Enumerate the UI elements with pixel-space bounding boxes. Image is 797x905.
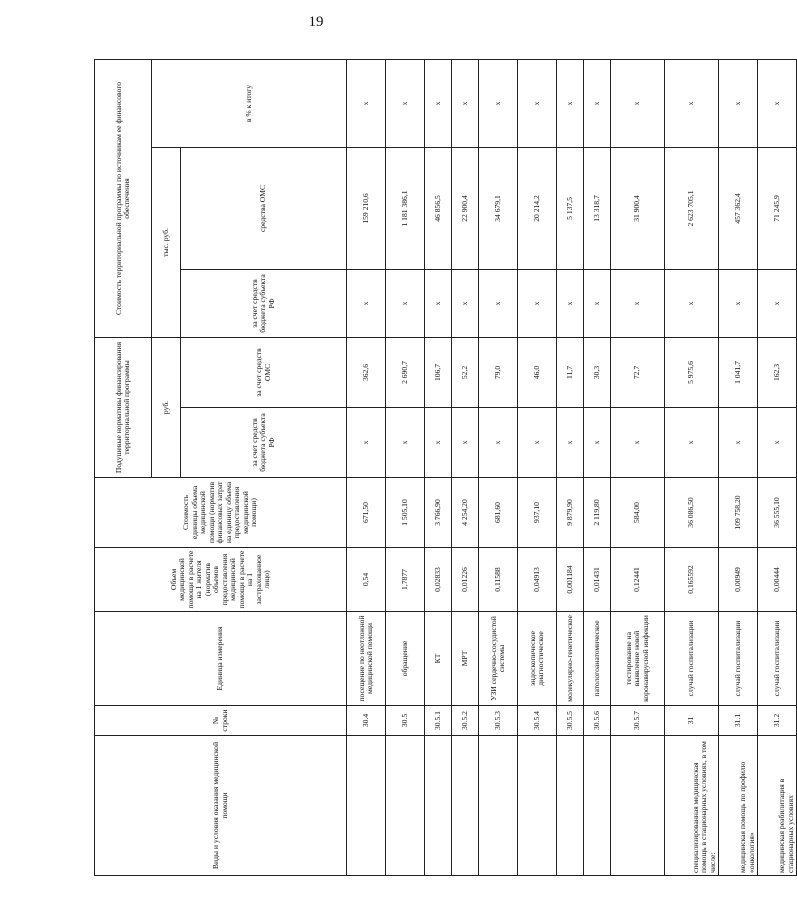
cell-norm-budget: х [479, 408, 518, 478]
cell-cost-oms: 34 679,1 [479, 147, 518, 269]
cell-norm-budget: х [452, 408, 479, 478]
cell-cost-budget: х [584, 269, 611, 337]
cell-volume: 0,04913 [518, 548, 557, 612]
cell-percent: х [347, 59, 386, 147]
cell-unit: УЗИ сердечно-сосудистой системы [479, 612, 518, 706]
cell-cost-oms: 5 137,5 [557, 147, 584, 269]
table-row [557, 59, 584, 875]
cell-norm-budget: х [611, 408, 665, 478]
cell-norm-budget: х [719, 408, 758, 478]
cell-cost-budget: х [518, 269, 557, 337]
cell-unit: молекулярно-генетическое [557, 612, 584, 706]
table-row [518, 59, 557, 875]
cell-no: 30.5 [386, 706, 425, 736]
cell-norm-oms: 30,3 [584, 337, 611, 407]
cell-type [611, 736, 665, 876]
page-number: 19 [308, 14, 324, 30]
header-program-cost: Стоимость территориальной программы по источникам ее финансового обеспечения [95, 59, 152, 337]
cell-percent: х [425, 59, 452, 147]
cell-type: специализированная медицинская помощь в стационарных условиях, в том числе: [665, 736, 719, 876]
table-row [719, 59, 758, 875]
table-row [479, 59, 518, 875]
cell-no: 30.5.4 [518, 706, 557, 736]
cell-norm-oms: 162,3 [758, 337, 797, 407]
cell-volume: 0,12441 [611, 548, 665, 612]
cell-percent: х [611, 59, 665, 147]
cell-no: 31.1 [719, 706, 758, 736]
cell-cost-budget: х [425, 269, 452, 337]
cell-cost: 2 119,80 [584, 478, 611, 548]
cell-type [347, 736, 386, 876]
cell-norm-budget: х [425, 408, 452, 478]
cell-cost-oms: 1 181 386,1 [386, 147, 425, 269]
cell-norm-oms: 11,7 [557, 337, 584, 407]
cell-cost: 937,10 [518, 478, 557, 548]
cell-cost-budget: х [347, 269, 386, 337]
cell-cost-oms: 71 245,9 [758, 147, 797, 269]
cell-cost-budget: х [386, 269, 425, 337]
header-cost: Стоимость единицы объема медицинской помощи (норматив финансовых затрат на единицу объема предоставления медицинской помощи) [95, 478, 347, 548]
cell-norm-budget: х [557, 408, 584, 478]
cell-volume: 1,7877 [386, 548, 425, 612]
cell-cost-oms: 457 362,4 [719, 147, 758, 269]
cell-norm-oms: 1 041,7 [719, 337, 758, 407]
cell-cost-oms: 2 623 705,1 [665, 147, 719, 269]
cell-type: медицинская реабилитация в стационарных условиях [758, 736, 797, 876]
cell-norm-oms: 362,6 [347, 337, 386, 407]
cell-cost: 671,50 [347, 478, 386, 548]
cell-cost-oms: 46 856,5 [425, 147, 452, 269]
header-volume: Объем медицинской помощи в расчете на 1 жителя (норматив объемов предоставления медицинской помощи в расчете на 1 застрахованное лицо) [95, 548, 347, 612]
cell-cost-budget: х [758, 269, 797, 337]
cell-cost-budget: х [452, 269, 479, 337]
header-norm-budget: за счет средств бюджета субъекта РФ [181, 408, 347, 478]
cell-cost: 681,60 [479, 478, 518, 548]
cell-percent: х [557, 59, 584, 147]
header-norms: Подушевые нормативы финансирования территориальной программы [95, 337, 152, 477]
cell-cost: 3 766,90 [425, 478, 452, 548]
cell-volume: 0,00444 [758, 548, 797, 612]
cell-unit: посещение по неотложной медицинской помощи [347, 612, 386, 706]
cell-volume: 0,01431 [584, 548, 611, 612]
cell-unit: случай госпитализации [719, 612, 758, 706]
cell-norm-oms: 79,0 [479, 337, 518, 407]
cell-no: 30.5.5 [557, 706, 584, 736]
cell-cost: 1 505,10 [386, 478, 425, 548]
cell-cost: 9 879,90 [557, 478, 584, 548]
cell-cost-budget: х [479, 269, 518, 337]
cell-norm-budget: х [347, 408, 386, 478]
cell-volume: 0,54 [347, 548, 386, 612]
cell-cost-oms: 22 900,4 [452, 147, 479, 269]
cell-norm-oms: 52,2 [452, 337, 479, 407]
cell-type [452, 736, 479, 876]
cell-cost: 4 254,20 [452, 478, 479, 548]
table-body [347, 59, 797, 875]
cell-percent: х [386, 59, 425, 147]
cell-unit: КТ [425, 612, 452, 706]
cell-percent: х [719, 59, 758, 147]
cell-cost: 36 555,10 [758, 478, 797, 548]
header-percent: в % к итогу [152, 59, 347, 147]
cell-cost: 109 758,20 [719, 478, 758, 548]
cell-no: 30.5.3 [479, 706, 518, 736]
cell-cost-oms: 159 210,6 [347, 147, 386, 269]
cell-unit: МРТ [452, 612, 479, 706]
cell-unit: обращение [386, 612, 425, 706]
cell-unit: случай госпитализации [758, 612, 797, 706]
header-cost-oms: средства ОМС [181, 147, 347, 269]
cell-cost-budget: х [611, 269, 665, 337]
cell-cost-oms: 31 900,4 [611, 147, 665, 269]
cell-norm-budget: х [584, 408, 611, 478]
cell-cost-budget: х [719, 269, 758, 337]
rotated-table-container [94, 60, 795, 876]
cell-cost-budget: х [557, 269, 584, 337]
table-row [584, 59, 611, 875]
header-types: Виды и условия оказания медицинской помощи [95, 736, 347, 876]
cell-cost-oms: 20 214,2 [518, 147, 557, 269]
cell-volume: 0,165592 [665, 548, 719, 612]
cell-type [584, 736, 611, 876]
cell-no: 31 [665, 706, 719, 736]
cell-unit: эндоскопическое диагностическое [518, 612, 557, 706]
cell-percent: х [584, 59, 611, 147]
header-unit: Единица измерения [95, 612, 347, 706]
cell-percent: х [665, 59, 719, 147]
cell-type [425, 736, 452, 876]
cell-cost: 584,00 [611, 478, 665, 548]
cell-volume: 0,02833 [425, 548, 452, 612]
cell-norm-oms: 106,7 [425, 337, 452, 407]
cell-cost-budget: х [665, 269, 719, 337]
header-norm-oms: за счет средств ОМС [181, 337, 347, 407]
cell-type [518, 736, 557, 876]
table-row [758, 59, 797, 875]
cell-no: 30.5.7 [611, 706, 665, 736]
cell-type [479, 736, 518, 876]
cell-cost-oms: 13 318,7 [584, 147, 611, 269]
cell-no: 30.5.1 [425, 706, 452, 736]
cell-volume: 0,001184 [557, 548, 584, 612]
cell-volume: 0,00949 [719, 548, 758, 612]
table-row [665, 59, 719, 875]
cell-unit: случай госпитализации [665, 612, 719, 706]
cell-percent: х [518, 59, 557, 147]
header-program-unit: тыс. руб. [152, 147, 181, 337]
cell-volume: 0,11588 [479, 548, 518, 612]
cell-type [386, 736, 425, 876]
header-cost-budget: за счет средств бюджета субъекта РФ [181, 269, 347, 337]
table-row [452, 59, 479, 875]
cell-percent: х [479, 59, 518, 147]
cell-type: медицинская помощь по профилю «онкология» [719, 736, 758, 876]
cell-unit: патологоанатомическое [584, 612, 611, 706]
table-row [425, 59, 452, 875]
cell-volume: 0,01226 [452, 548, 479, 612]
cell-norm-budget: х [518, 408, 557, 478]
cell-no: 30.5.2 [452, 706, 479, 736]
table-row [611, 59, 665, 875]
cell-cost: 36 086,50 [665, 478, 719, 548]
header-norms-unit: руб. [152, 337, 181, 477]
cell-norm-oms: 46,0 [518, 337, 557, 407]
cell-norm-budget: х [758, 408, 797, 478]
cell-norm-budget: х [665, 408, 719, 478]
cell-percent: х [452, 59, 479, 147]
cell-norm-budget: х [386, 408, 425, 478]
cell-no: 30.4 [347, 706, 386, 736]
cell-type [557, 736, 584, 876]
cell-percent: х [758, 59, 797, 147]
cell-no: 30.5.6 [584, 706, 611, 736]
cell-norm-oms: 72,7 [611, 337, 665, 407]
cell-norm-oms: 5 975,6 [665, 337, 719, 407]
cell-no: 31.2 [758, 706, 797, 736]
table-row [347, 59, 386, 875]
cell-unit: тестирование на выявление новой коронавирусной инфекции [611, 612, 665, 706]
header-row-no: № строки [95, 706, 347, 736]
table-row [386, 59, 425, 875]
cell-norm-oms: 2 690,7 [386, 337, 425, 407]
medical-care-table [94, 59, 797, 876]
